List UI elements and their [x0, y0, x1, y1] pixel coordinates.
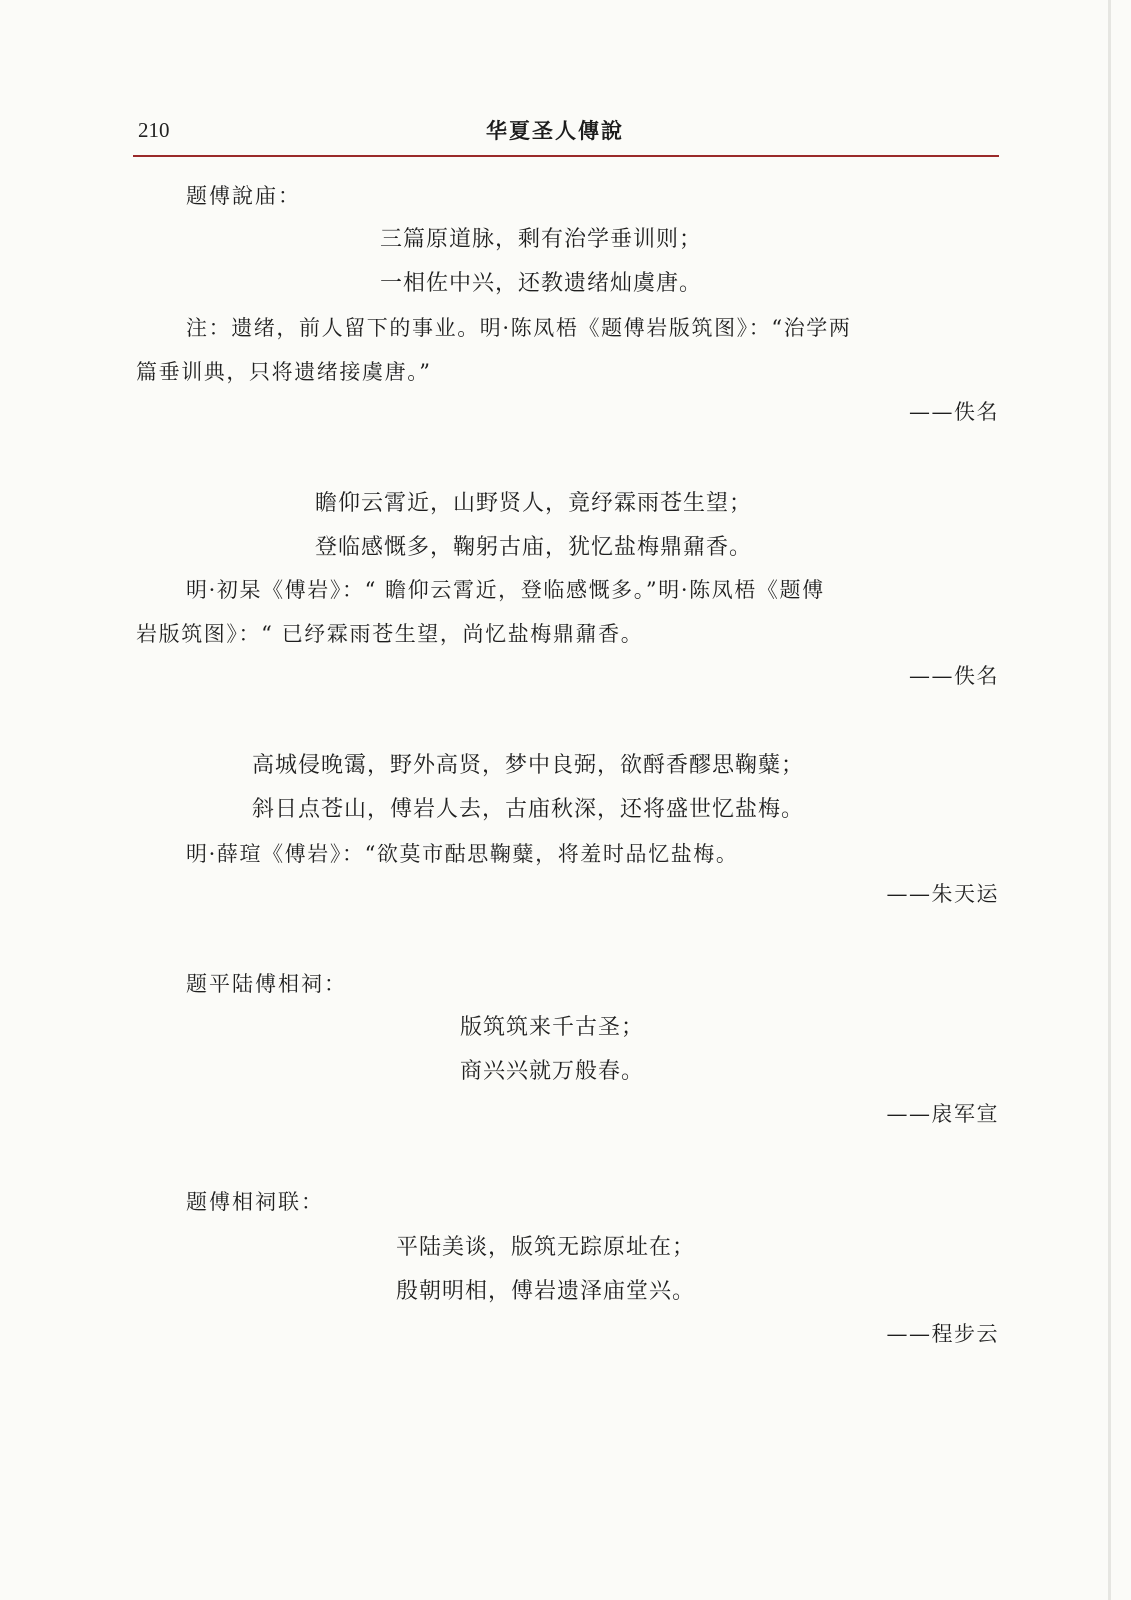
- section-4-verse-1: 版筑筑来千古圣；: [460, 1015, 645, 1040]
- running-title: 华夏圣人傳說: [486, 119, 624, 143]
- section-2-note-1: 明·初杲《傅岩》：“ 瞻仰云霄近，登临感慨多。”明·陈凤梧《题傅: [186, 578, 825, 602]
- section-2-author: ——佚名: [909, 664, 999, 688]
- section-5-heading: 题傅相祠联：: [186, 1190, 324, 1214]
- section-2-note-2: 岩版筑图》：“ 已纾霖雨苍生望，尚忆盐梅鼎鼐香。: [136, 622, 644, 646]
- section-5-author: ——程步云: [886, 1322, 999, 1346]
- section-1-note-1: 注：遗绪，前人留下的事业。明·陈凤梧《题傅岩版筑图》：“治学两: [186, 316, 852, 340]
- section-3-author: ——朱天运: [886, 882, 999, 906]
- page-number: 210: [138, 118, 170, 142]
- section-1-verse-1: 三篇原道脉，剩有治学垂训则；: [380, 227, 703, 252]
- section-1-verse-2: 一相佐中兴，还教遗绪灿虞唐。: [380, 271, 703, 296]
- section-5-verse-1: 平陆美谈，版筑无踪原址在；: [396, 1235, 696, 1260]
- section-1-heading: 题傅說庙：: [186, 184, 301, 208]
- section-2-verse-2: 登临感慨多，鞠躬古庙，犹忆盐梅鼎鼐香。: [315, 535, 753, 560]
- section-2-verse-1: 瞻仰云霄近，山野贤人，竟纾霖雨苍生望；: [315, 491, 753, 516]
- section-4-verse-2: 商兴兴就万般春。: [460, 1059, 645, 1084]
- section-4-heading: 题平陆傅相祠：: [186, 972, 347, 996]
- section-3-note-1: 明·薛瑄《傅岩》：“欲莫市酤思鞠糵，将羞时品忆盐梅。: [186, 842, 739, 866]
- binding-edge: [1108, 0, 1111, 1600]
- header-rule: [133, 155, 999, 157]
- section-5-verse-2: 殷朝明相，傅岩遗泽庙堂兴。: [396, 1279, 696, 1304]
- section-1-note-2: 篇垂训典，只将遗绪接虞唐。”: [136, 360, 432, 384]
- section-1-author: ——佚名: [909, 400, 999, 424]
- section-3-verse-1: 高城侵晚霭，野外高贤，梦中良弼，欲酹香醪思鞠糵；: [252, 753, 805, 778]
- section-3-verse-2: 斜日点苍山，傅岩人去，古庙秋深，还将盛世忆盐梅。: [252, 797, 805, 822]
- section-4-author: ——扆军宣: [886, 1102, 999, 1126]
